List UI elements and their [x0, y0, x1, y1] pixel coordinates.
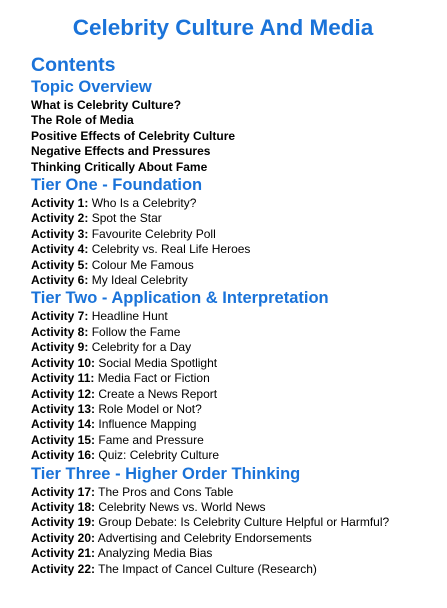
activity-title: Who Is a Celebrity? — [91, 196, 197, 211]
activity-label: Activity 17: — [31, 484, 96, 499]
topic-overview-section — [31, 77, 425, 175]
activity-title: Create a News Report — [98, 386, 218, 401]
activity-title: Group Debate: Is Celebrity Culture Helpful or Harmful? — [98, 515, 390, 530]
activity-item — [31, 242, 425, 257]
topic-item: Thinking Critically About Fame — [31, 159, 208, 174]
activity-title: Analyzing Media Bias — [97, 546, 213, 561]
activity-label: Activity 10: — [31, 355, 96, 370]
activity-title: Influence Mapping — [98, 417, 197, 432]
tier-three-heading: Tier Three - Higher Order Thinking — [31, 464, 301, 483]
activity-label: Activity 16: — [31, 448, 96, 463]
activity-title: Social Media Spotlight — [98, 355, 218, 370]
activity-title: Fame and Pressure — [98, 432, 204, 447]
activity-item — [31, 562, 425, 577]
activity-title: Follow the Fame — [91, 324, 181, 339]
topic-overview-list — [31, 98, 425, 175]
activity-title: Media Fact or Fiction — [97, 371, 210, 386]
topic-item: Positive Effects of Celebrity Culture — [31, 128, 236, 143]
activity-label: Activity 14: — [31, 417, 96, 432]
tier-one-heading: Tier One - Foundation — [31, 176, 203, 195]
topic-overview-heading: Topic Overview — [31, 78, 152, 96]
activity-label: Activity 4: — [31, 242, 89, 257]
activity-label: Activity 11: — [31, 371, 95, 386]
tier-three-activity-list — [31, 485, 425, 577]
activity-label: Activity 20: — [31, 530, 96, 545]
activity-title: Headline Hunt — [91, 309, 168, 324]
activity-title: Celebrity News vs. World News — [98, 499, 266, 514]
activity-title: Favourite Celebrity Poll — [91, 226, 216, 241]
activity-label: Activity 3: — [31, 226, 89, 241]
activity-title: Colour Me Famous — [91, 257, 194, 272]
activity-label: Activity 1: — [31, 196, 89, 211]
activity-item — [31, 531, 425, 546]
activity-label: Activity 7: — [31, 309, 89, 324]
activity-title: Celebrity vs. Real Life Heroes — [91, 242, 251, 257]
activity-label: Activity 2: — [31, 211, 89, 226]
activity-item — [31, 433, 425, 448]
activity-item — [31, 485, 425, 500]
tier-two-heading: Tier Two - Application & Interpretation — [31, 289, 329, 308]
page-title: Celebrity Culture And Media — [72, 15, 374, 40]
activity-item — [31, 448, 425, 463]
activity-item — [31, 227, 425, 242]
activity-label: Activity 15: — [31, 432, 96, 447]
activity-label: Activity 12: — [31, 386, 96, 401]
contents-heading: Contents — [31, 54, 116, 76]
tier-one-section — [31, 175, 425, 288]
activity-item — [31, 515, 425, 530]
activity-label: Activity 8: — [31, 324, 89, 339]
tier-three-section — [31, 464, 425, 577]
activity-item — [31, 258, 425, 273]
activity-title: Spot the Star — [91, 211, 162, 226]
tier-two-section — [31, 288, 425, 463]
activity-item — [31, 211, 425, 226]
activity-title: My Ideal Celebrity — [91, 273, 188, 288]
activity-title: The Impact of Cancel Culture (Research) — [98, 561, 317, 576]
activity-title: Celebrity for a Day — [91, 340, 192, 355]
activity-title: The Pros and Cons Table — [98, 484, 234, 499]
tier-one-activity-list — [31, 196, 425, 288]
tier-two-activity-list — [31, 309, 425, 463]
activity-item — [31, 340, 425, 355]
activity-item — [31, 371, 425, 386]
activity-item — [31, 500, 425, 515]
activity-item — [31, 387, 425, 402]
topic-item: What is Celebrity Culture? — [31, 98, 182, 112]
activity-item — [31, 546, 425, 561]
activity-label: Activity 22: — [31, 561, 96, 576]
activity-label: Activity 9: — [31, 340, 89, 355]
activity-item — [31, 356, 425, 371]
activity-item — [31, 196, 425, 211]
activity-item — [31, 417, 425, 432]
activity-label: Activity 13: — [31, 401, 96, 416]
activity-item — [31, 402, 425, 417]
activity-item — [31, 273, 425, 288]
activity-title: Role Model or Not? — [98, 401, 202, 416]
activity-title: Advertising and Celebrity Endorsements — [97, 530, 312, 545]
activity-label: Activity 5: — [31, 257, 89, 272]
activity-label: Activity 21: — [31, 546, 96, 561]
activity-title: Quiz: Celebrity Culture — [98, 448, 220, 463]
activity-item — [31, 325, 425, 340]
activity-label: Activity 18: — [31, 499, 96, 514]
activity-label: Activity 6: — [31, 273, 89, 288]
activity-label: Activity 19: — [31, 515, 96, 530]
topic-item: The Role of Media — [31, 113, 134, 128]
topic-item: Negative Effects and Pressures — [31, 144, 211, 159]
activity-item — [31, 309, 425, 324]
